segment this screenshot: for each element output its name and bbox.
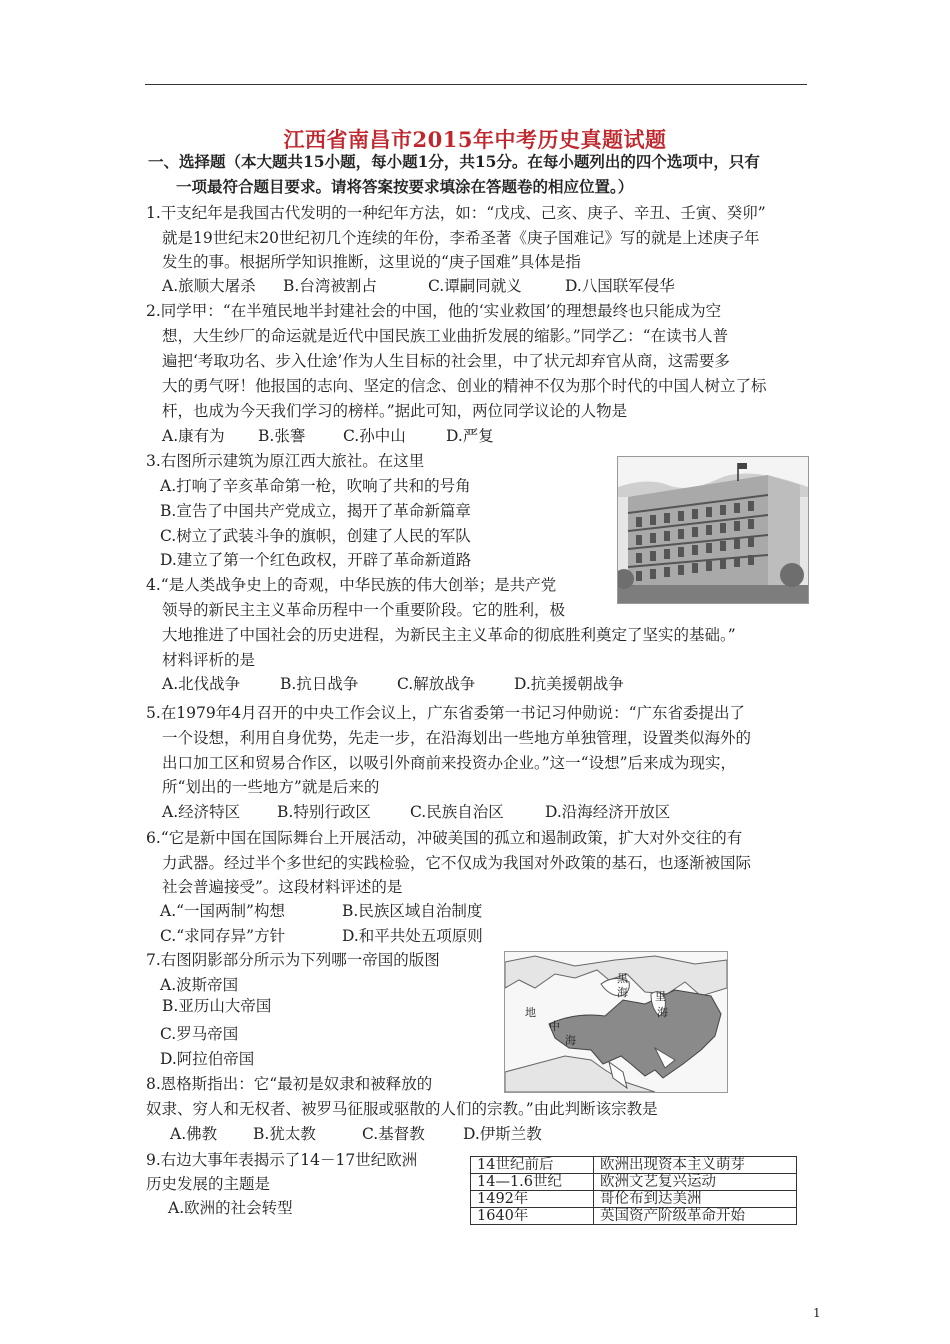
map-label: 海 bbox=[617, 986, 628, 999]
q5-option-c[interactable]: C.民族自治区 bbox=[410, 803, 504, 821]
q6-option-c[interactable]: C.“求同存异”方针 bbox=[160, 927, 286, 945]
q7-option-a[interactable]: A.波斯帝国 bbox=[160, 976, 239, 994]
q2-line: 想，大生纱厂的命运就是近代中国民族工业曲折发展的缩影。”同学乙：“在读书人普 bbox=[162, 327, 729, 345]
q7-stem: 7.右图阴影部分所示为下列哪一帝国的版图 bbox=[146, 951, 440, 969]
q3-option-a[interactable]: A.打响了辛亥革命第一枪，吹响了共和的号角 bbox=[160, 477, 471, 495]
q1-line: 发生的事。根据所学知识推断，这里说的“庚子国难”具体是指 bbox=[162, 253, 581, 271]
q8-option-b[interactable]: B.犹太教 bbox=[253, 1125, 316, 1143]
q3-option-b[interactable]: B.宣告了中国共产党成立，揭开了革命新篇章 bbox=[160, 502, 471, 520]
table-cell-date: 14世纪前后 bbox=[471, 1157, 594, 1174]
q2-line: 遍把‘考取功名、步入仕途’作为人生目标的社会里，中了状元却弃官从商，这需要多 bbox=[162, 352, 730, 370]
q2-option-b[interactable]: B.张謇 bbox=[258, 427, 306, 445]
q4-option-c[interactable]: C.解放战争 bbox=[397, 675, 476, 693]
q6-option-a[interactable]: A.“一国两制”构想 bbox=[160, 902, 285, 920]
q6-line: 社会普遍接受”。这段材料评述的是 bbox=[162, 878, 403, 896]
q4-line: 材料评析的是 bbox=[162, 651, 256, 669]
q5-option-a[interactable]: A.经济特区 bbox=[162, 803, 241, 821]
q1-option-c[interactable]: C.谭嗣同就义 bbox=[428, 277, 522, 295]
page-number: 1 bbox=[813, 1306, 821, 1320]
section-heading-cont: 一项最符合题目要求。请将答案按要求填涂在答题卷的相应位置。） bbox=[176, 177, 634, 196]
table-row bbox=[471, 1191, 797, 1208]
q2-option-d[interactable]: D.严复 bbox=[446, 427, 494, 445]
map-label: 海 bbox=[657, 1006, 668, 1019]
q4-line: 大地推进了中国社会的历史进程，为新民主主义革命的彻底胜利奠定了坚实的基础。” bbox=[162, 626, 736, 644]
q8-line: 奴隶、穷人和无权者、被罗马征服或驱散的人们的宗教。”由此判断该宗教是 bbox=[146, 1100, 658, 1118]
q4-line: 领导的新民主主义革命历程中一个重要阶段。它的胜利，极 bbox=[162, 601, 566, 619]
map-label: 里 bbox=[655, 990, 666, 1003]
q3-option-d[interactable]: D.建立了第一个红色政权，开辟了革命新道路 bbox=[160, 551, 472, 569]
q5-option-b[interactable]: B.特别行政区 bbox=[277, 803, 371, 821]
page-title: 江西省南昌市2015年中考历史真题试题 bbox=[283, 127, 667, 152]
q5-line: 出口加工区和贸易合作区，以吸引外商前来投资办企业。”这一“设想”后来成为现实， bbox=[162, 754, 737, 772]
building-photo bbox=[617, 456, 809, 604]
table-cell-event: 欧洲出现资本主义萌芽 bbox=[594, 1157, 797, 1174]
table-row bbox=[471, 1208, 797, 1225]
header-rule bbox=[145, 84, 807, 85]
q4-option-a[interactable]: A.北伐战争 bbox=[162, 675, 241, 693]
q7-option-b[interactable]: B.亚历山大帝国 bbox=[162, 997, 272, 1015]
q2-option-c[interactable]: C.孙中山 bbox=[343, 427, 406, 445]
q5-line: 5.在1979年4月召开的中央工作会议上，广东省委第一书记习仲勋说：“广东省委提出了 bbox=[146, 704, 746, 722]
table-row bbox=[471, 1157, 797, 1174]
q5-option-d[interactable]: D.沿海经济开放区 bbox=[545, 803, 671, 821]
table-cell-date: 14—1.6世纪 bbox=[471, 1174, 594, 1191]
q7-option-d[interactable]: D.阿拉伯帝国 bbox=[160, 1050, 255, 1068]
q2-line: 大的勇气呀！他报国的志向、坚定的信念、创业的精神不仅为那个时代的中国人树立了标 bbox=[162, 377, 767, 395]
q2-line: 杆，也成为今天我们学习的榜样。”据此可知，两位同学议论的人物是 bbox=[162, 402, 628, 420]
map-label: 中 bbox=[549, 1020, 560, 1033]
table-cell-date: 1492年 bbox=[471, 1191, 594, 1208]
q9-line: 历史发展的主题是 bbox=[146, 1175, 271, 1193]
map-label: 地 bbox=[525, 1006, 536, 1019]
table-row bbox=[471, 1174, 797, 1191]
q1-option-d[interactable]: D.八国联军侵华 bbox=[565, 277, 675, 295]
q9-option-a[interactable]: A.欧洲的社会转型 bbox=[168, 1199, 293, 1217]
q8-line: 8.恩格斯指出：它“最初是奴隶和被释放的 bbox=[146, 1075, 433, 1093]
q2-option-a[interactable]: A.康有为 bbox=[162, 427, 225, 445]
section-heading: 一、选择题（本大题共15小题，每小题1分，共15分。在每小题列出的四个选项中，只有 bbox=[148, 152, 760, 171]
q1-line: 就是19世纪末20世纪初几个连续的年份，李希圣著《庚子国难记》写的就是上述庚子年 bbox=[162, 229, 760, 247]
q4-option-d[interactable]: D.抗美援朝战争 bbox=[514, 675, 624, 693]
table-cell-date: 1640年 bbox=[471, 1208, 594, 1225]
q7-option-c[interactable]: C.罗马帝国 bbox=[160, 1025, 239, 1043]
q4-option-b[interactable]: B.抗日战争 bbox=[280, 675, 359, 693]
map-label: 海 bbox=[565, 1034, 576, 1047]
q6-option-b[interactable]: B.民族区域自治制度 bbox=[342, 902, 483, 920]
q5-line: 所“划出的一些地方”就是后来的 bbox=[162, 778, 380, 796]
q8-option-d[interactable]: D.伊斯兰教 bbox=[463, 1125, 542, 1143]
table-cell-event: 欧洲文艺复兴运动 bbox=[594, 1174, 797, 1191]
q6-option-d[interactable]: D.和平共处五项原则 bbox=[342, 927, 483, 945]
q3-stem: 3.右图所示建筑为原江西大旅社。在这里 bbox=[146, 452, 425, 470]
q1-option-a[interactable]: A.旅顺大屠杀 bbox=[162, 277, 256, 295]
q5-line: 一个设想，利用自身优势，先走一步，在沿海划出一些地方单独管理，设置类似海外的 bbox=[162, 729, 752, 747]
empire-map bbox=[504, 951, 728, 1093]
q8-option-a[interactable]: A.佛教 bbox=[170, 1125, 218, 1143]
q6-line: 6.“它是新中国在国际舞台上开展活动，冲破美国的孤立和遏制政策，扩大对外交往的有 bbox=[146, 829, 743, 847]
q1-option-b[interactable]: B.台湾被割占 bbox=[283, 277, 377, 295]
q9-line: 9.右边大事年表揭示了14－17世纪欧洲 bbox=[146, 1151, 418, 1169]
q8-option-c[interactable]: C.基督教 bbox=[362, 1125, 425, 1143]
table-cell-event: 哥伦布到达美洲 bbox=[594, 1191, 797, 1208]
chronology-table bbox=[470, 1156, 797, 1225]
q1-line: 1.干支纪年是我国古代发明的一种纪年方法，如：“戊戌、己亥、庚子、辛丑、壬寅、癸卯” bbox=[146, 204, 766, 222]
q6-line: 力武器。经过半个多世纪的实践检验，它不仅成为我国对外政策的基石，也逐渐被国际 bbox=[162, 854, 752, 872]
map-label: 黑 bbox=[617, 972, 628, 985]
q3-option-c[interactable]: C.树立了武装斗争的旗帜，创建了人民的军队 bbox=[160, 527, 471, 545]
table-cell-event: 英国资产阶级革命开始 bbox=[594, 1208, 797, 1225]
q4-line: 4.“是人类战争史上的奇观，中华民族的伟大创举；是共产党 bbox=[146, 576, 557, 594]
q2-line: 2.同学甲：“在半殖民地半封建社会的中国，他的‘实业救国’的理想最终也只能成为空 bbox=[146, 302, 722, 320]
